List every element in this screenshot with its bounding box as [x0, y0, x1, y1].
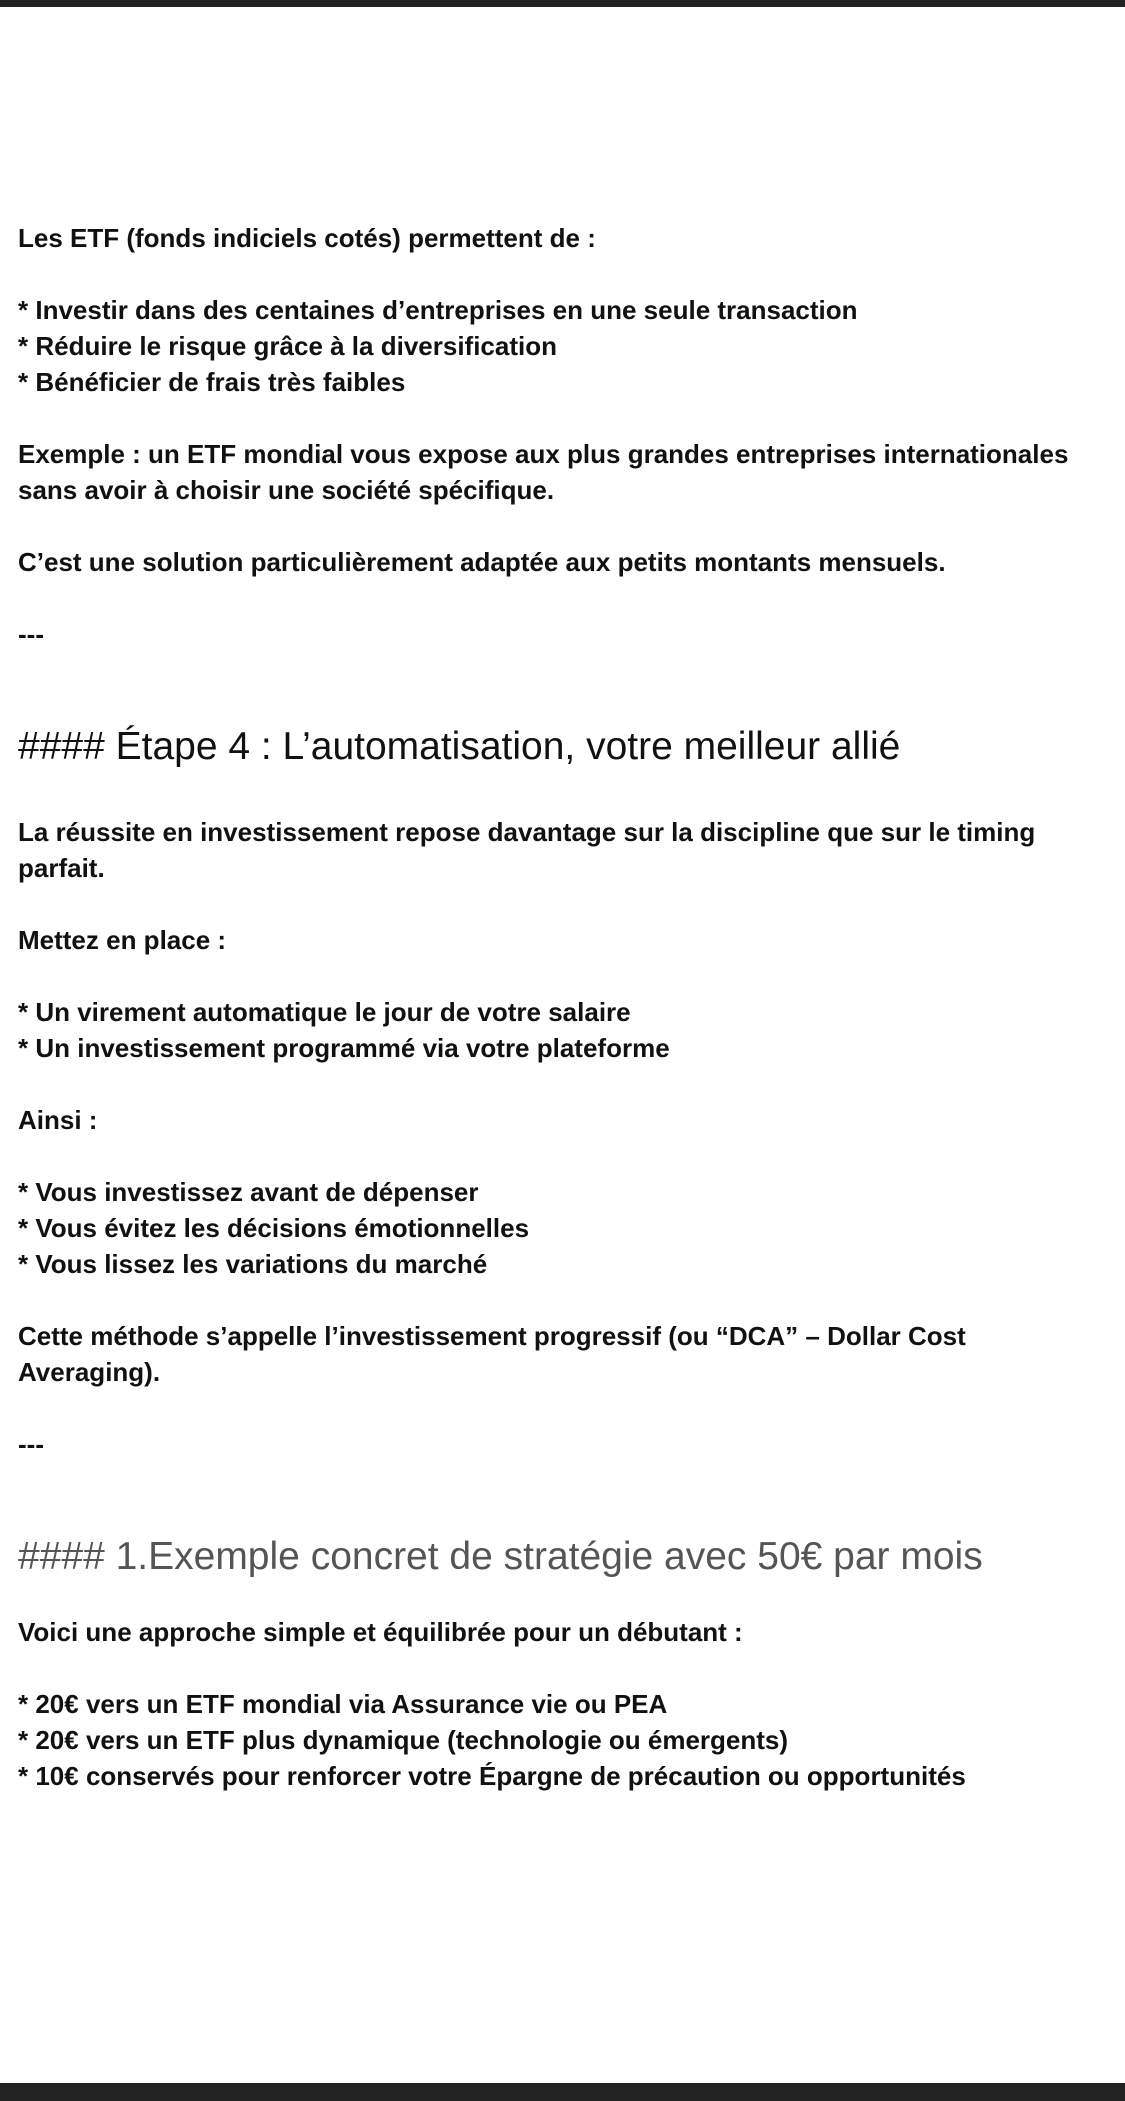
method-line: Cette méthode s’appelle l’investissement progressif (ou “DCA” – Dollar Cost — [18, 1321, 966, 1351]
etf-bullet: * Réduire le risque grâce à la diversification — [18, 331, 557, 361]
top-bar — [0, 0, 1125, 7]
method-line: Averaging). — [18, 1357, 161, 1387]
example-bullet: * 20€ vers un ETF mondial via Assurance vie ou PEA — [18, 1689, 668, 1719]
etf-bullet: * Investir dans des centaines d’entreprises en une seule transaction — [18, 295, 858, 325]
ainsi-label: Ainsi : — [18, 1105, 98, 1135]
setup-bullet: * Un investissement programmé via votre plateforme — [18, 1033, 670, 1063]
example-bullet: * 10€ conservés pour renforcer votre Épargne de précaution ou opportunités — [18, 1761, 966, 1791]
example-intro: Voici une approche simple et équilibrée pour un débutant : — [18, 1617, 743, 1647]
etf-bullet: * Bénéficier de frais très faibles — [18, 367, 406, 397]
etf-intro-line: Les ETF (fonds indiciels cotés) permettent de : — [18, 223, 596, 253]
separator: --- — [18, 1429, 44, 1459]
separator: --- — [18, 619, 44, 649]
example-bullet: * 20€ vers un ETF plus dynamique (technologie ou émergents) — [18, 1725, 789, 1755]
step4-paragraph-line: La réussite en investissement repose davantage sur la discipline que sur le timing — [18, 817, 1036, 847]
ainsi-bullet: * Vous investissez avant de dépenser — [18, 1177, 479, 1207]
etf-conclusion: C’est une solution particulièrement adaptée aux petits montants mensuels. — [18, 547, 946, 577]
etf-example-line: sans avoir à choisir une société spécifique. — [18, 475, 555, 505]
ainsi-bullet: * Vous évitez les décisions émotionnelles — [18, 1213, 530, 1243]
ainsi-bullet: * Vous lissez les variations du marché — [18, 1249, 488, 1279]
example-heading: #### 1.Exemple concret de stratégie avec 50€ par mois — [18, 1535, 983, 1578]
step4-heading: #### Étape 4 : L’automatisation, votre meilleur allié — [18, 725, 901, 768]
step4-paragraph-line: parfait. — [18, 853, 105, 883]
document-content — [18, 220, 1118, 1794]
setup-label: Mettez en place : — [18, 925, 227, 955]
setup-bullet: * Un virement automatique le jour de votre salaire — [18, 997, 631, 1027]
etf-example-line: Exemple : un ETF mondial vous expose aux plus grandes entreprises internationales — [18, 439, 1069, 469]
bottom-bar — [0, 2083, 1125, 2101]
